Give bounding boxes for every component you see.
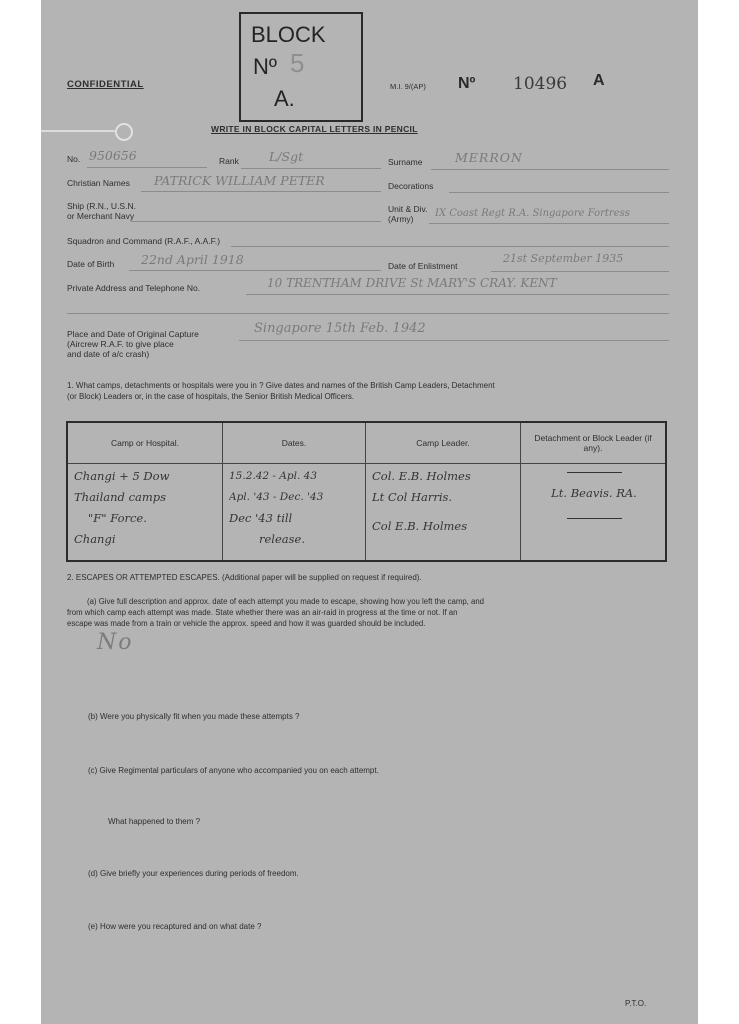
unit-value: IX Coast Regt R.A. Singapore Fortress bbox=[435, 208, 630, 219]
dates-cell bbox=[223, 464, 366, 562]
question-2d: (d) Give briefly your experiences during periods of freedom. bbox=[88, 869, 299, 878]
string-tie-thread bbox=[41, 130, 117, 132]
dates-entry: Dec '43 till bbox=[229, 511, 293, 525]
stamp-letter-text: A. bbox=[274, 86, 295, 111]
camps-table-header bbox=[67, 422, 666, 464]
string-tie bbox=[115, 123, 133, 141]
camps-table-row bbox=[67, 464, 666, 562]
pto-label: P.T.O. bbox=[625, 999, 647, 1008]
stamp-number: 5 bbox=[290, 48, 305, 78]
unit-label-2: (Army) bbox=[388, 214, 414, 224]
question-2c: (c) Give Regimental particulars of anyone who accompanied you on each attempt. bbox=[88, 766, 379, 775]
escape-answer: No bbox=[97, 630, 134, 655]
question-1-line-1: 1. What camps, detachments or hospitals were you in ? Give dates and names of the British Camp Leaders, Detachment bbox=[67, 381, 495, 390]
header-detachment-leader: Detachment or Block Leader (if any). bbox=[521, 422, 667, 464]
instruction-heading: WRITE IN BLOCK CAPITAL LETTERS IN PENCIL bbox=[211, 124, 418, 134]
camp-entry: Changi bbox=[74, 532, 116, 546]
enlistment-value: 21st September 1935 bbox=[503, 252, 624, 265]
capture-label-1: Place and Date of Original Capture bbox=[67, 329, 199, 339]
camp-entry: "F" Force. bbox=[88, 511, 147, 525]
number-label: Nº bbox=[458, 75, 476, 92]
surname-value: MERRON bbox=[455, 150, 523, 165]
rank-label: Rank bbox=[219, 156, 239, 166]
camp-entry: Changi + 5 Dow bbox=[74, 469, 170, 483]
date-of-birth-label: Date of Birth bbox=[67, 259, 115, 269]
no-label: No. bbox=[67, 154, 81, 164]
dates-entry: Apl. '43 - Dec. '43 bbox=[229, 491, 324, 503]
detachment-leader-cell bbox=[521, 464, 667, 562]
christian-names-value: PATRICK WILLIAM PETER bbox=[154, 173, 325, 188]
capture-label-2: (Aircrew R.A.F. to give place bbox=[67, 339, 174, 349]
blank-dash bbox=[567, 518, 622, 519]
stamp-block-text: BLOCK bbox=[251, 22, 326, 47]
header-camp-or-hospital: Camp or Hospital. bbox=[67, 422, 223, 464]
surname-label: Surname bbox=[388, 157, 423, 167]
camp-leader-entry: Lt Col Harris. bbox=[372, 490, 453, 504]
serial-number: 10496 bbox=[513, 74, 568, 94]
question-2a-line-1: (a) Give full description and approx. date of each attempt you made to escape, showing how you left the camp, and bbox=[87, 597, 485, 606]
capture-label-3: and date of a/c crash) bbox=[67, 349, 150, 359]
date-of-birth-value: 22nd April 1918 bbox=[141, 252, 244, 267]
question-2-heading: 2. ESCAPES OR ATTEMPTED ESCAPES. (Additional paper will be supplied on request if required). bbox=[67, 573, 422, 582]
question-2b: (b) Were you physically fit when you made these attempts ? bbox=[88, 712, 300, 721]
header-dates: Dates. bbox=[223, 422, 366, 464]
ship-label-2: or Merchant Navy bbox=[67, 211, 135, 221]
camp-entry: Thailand camps bbox=[74, 490, 167, 504]
blank-dash bbox=[567, 472, 622, 473]
detachment-leader-entry: Lt. Beavis. RA. bbox=[551, 486, 637, 500]
form-page bbox=[41, 0, 698, 1024]
camp-leader-cell bbox=[366, 464, 521, 562]
capture-value: Singapore 15th Feb. 1942 bbox=[254, 321, 426, 336]
header-camp-leader: Camp Leader. bbox=[366, 422, 521, 464]
question-2a-line-2: from which camp each attempt was made. State whether there was an air-raid in progress at the time or not. If an bbox=[67, 608, 458, 617]
rank-value: L/Sgt bbox=[269, 149, 304, 164]
question-2c-followup: What happened to them ? bbox=[108, 817, 201, 826]
squadron-label: Squadron and Command (R.A.F., A.A.F.) bbox=[67, 236, 221, 246]
decorations-label: Decorations bbox=[388, 181, 434, 191]
ship-label-1: Ship (R.N., U.S.N. bbox=[67, 201, 136, 211]
dates-entry: 15.2.42 - Apl. 43 bbox=[229, 470, 317, 482]
christian-names-label: Christian Names bbox=[67, 178, 130, 188]
question-2e: (e) How were you recaptured and on what date ? bbox=[88, 922, 262, 931]
question-2a-line-3: escape was made from a train or vehicle the approx. speed and how it was guarded should be included. bbox=[67, 619, 426, 628]
serial-suffix: A bbox=[593, 72, 605, 89]
no-value: 950656 bbox=[89, 148, 137, 163]
address-value: 10 TRENTHAM DRIVE St MARY'S CRAY. KENT bbox=[267, 276, 557, 290]
stamp-no-text: Nº bbox=[253, 54, 277, 79]
dates-entry: release. bbox=[259, 532, 306, 546]
camp-leader-entry: Col E.B. Holmes bbox=[372, 519, 468, 533]
address-label: Private Address and Telephone No. bbox=[67, 283, 201, 293]
enlistment-label: Date of Enlistment bbox=[388, 261, 458, 271]
camp-cell bbox=[67, 464, 223, 562]
camp-leader-entry: Col. E.B. Holmes bbox=[372, 469, 471, 483]
question-1-line-2: (or Block) Leaders or, in the case of hospitals, the Senior British Medical Officers. bbox=[67, 392, 355, 401]
camps-table bbox=[66, 421, 667, 562]
confidential-label: CONFIDENTIAL bbox=[67, 79, 144, 90]
unit-label-1: Unit & Div. bbox=[388, 204, 428, 214]
form-reference: M.I. 9/(AP) bbox=[390, 82, 426, 91]
